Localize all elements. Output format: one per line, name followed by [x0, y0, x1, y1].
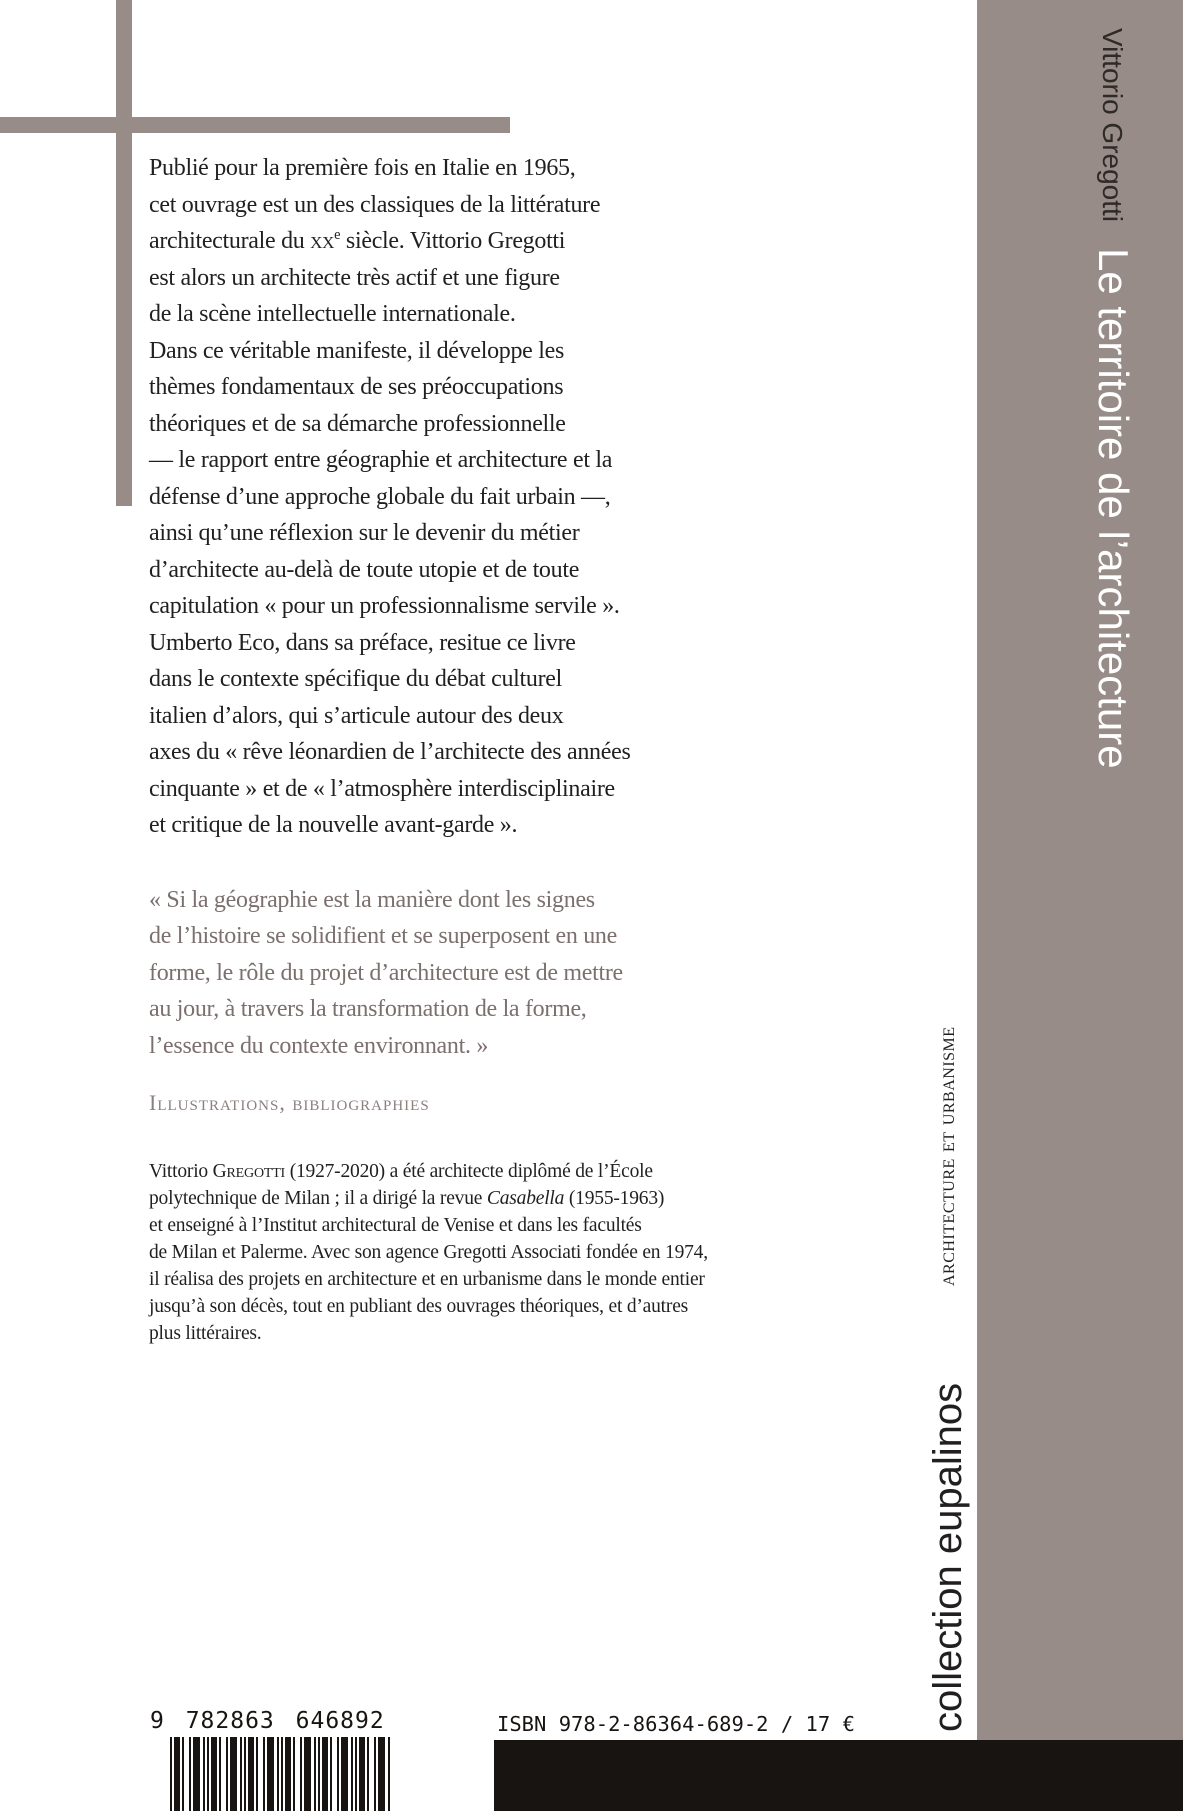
back-cover-text: [149, 150, 839, 1347]
author-bio: Vittorio Gregotti (1927-2020) a été architecte diplômé de l’École polytechnique de Milan ; il a dirigé la revue Casabella (1955-1963) et enseigné à l’Institut architectural de Venise et dans les facultés de Milan et Palerme. Avec son agence Gregotti Associati fondée en 1974, il réalisa des projets en architecture et en urbanisme dans le monde entier jusqu’à son décès, tout en publiant des ouvrages théoriques, et d’autres plus littéraires.: [149, 1161, 708, 1344]
isbn-price: ISBN 978-2-86364-689-2 / 17 €: [497, 1712, 855, 1736]
collection-name: collection eupalinos: [926, 1382, 970, 1732]
black-bar: [494, 1740, 1183, 1811]
intro-paragraph: Publié pour la première fois en Italie en 1965, cet ouvrage est un des classiques de la littérature architecturale du $xx^e$ siècle. Vittorio Gregotti est alors un architecte très actif et une figure de la scène intellectuelle internationale. Dans ce véritable manifeste, il développe les thèmes fondamentaux de ses préoccupations théoriques et de sa démarche professionnelle — le rapport entre géographie et architecture et la défense d’une approche globale du fait urbain —, ainsi qu’une réflexion sur le devenir du métier d’architecte au-delà de toute utopie et de toute capitulation « pour un professionnalisme servile ». Umberto Eco, dans sa préface, resitue ce livre dans le contexte spécifique du débat culturel italien d’alors, qui s’articule autour des deux axes du « rêve léonardien de l’architecte des années cinquante » et de « l’atmosphère interdisciplinaire et critique de la nouvelle avant-garde ».: [149, 155, 631, 838]
series-caption: architecture et urbanisme: [934, 1026, 959, 1286]
spine-title: Le territoire de l’architecture: [1090, 248, 1137, 769]
barcode-digits: 9 782863 646892: [150, 1708, 385, 1734]
pull-quote: « Si la géographie est la manière dont les signes de l’histoire se solidifient et se superposent en une forme, le rôle du projet d’architecture est de mettre au jour, à travers la transformation de la forme, l’essence du contexte environnant. »: [149, 886, 623, 1059]
barcode: [170, 1737, 392, 1811]
illustrations-note: Illustrations, bibliographies: [149, 1090, 430, 1115]
cross-mark-horizontal: [0, 117, 510, 133]
cross-mark-vertical: [116, 0, 132, 506]
spine-author: Vittorio Gregotti: [1097, 28, 1128, 223]
spine-panel: [977, 0, 1183, 1740]
